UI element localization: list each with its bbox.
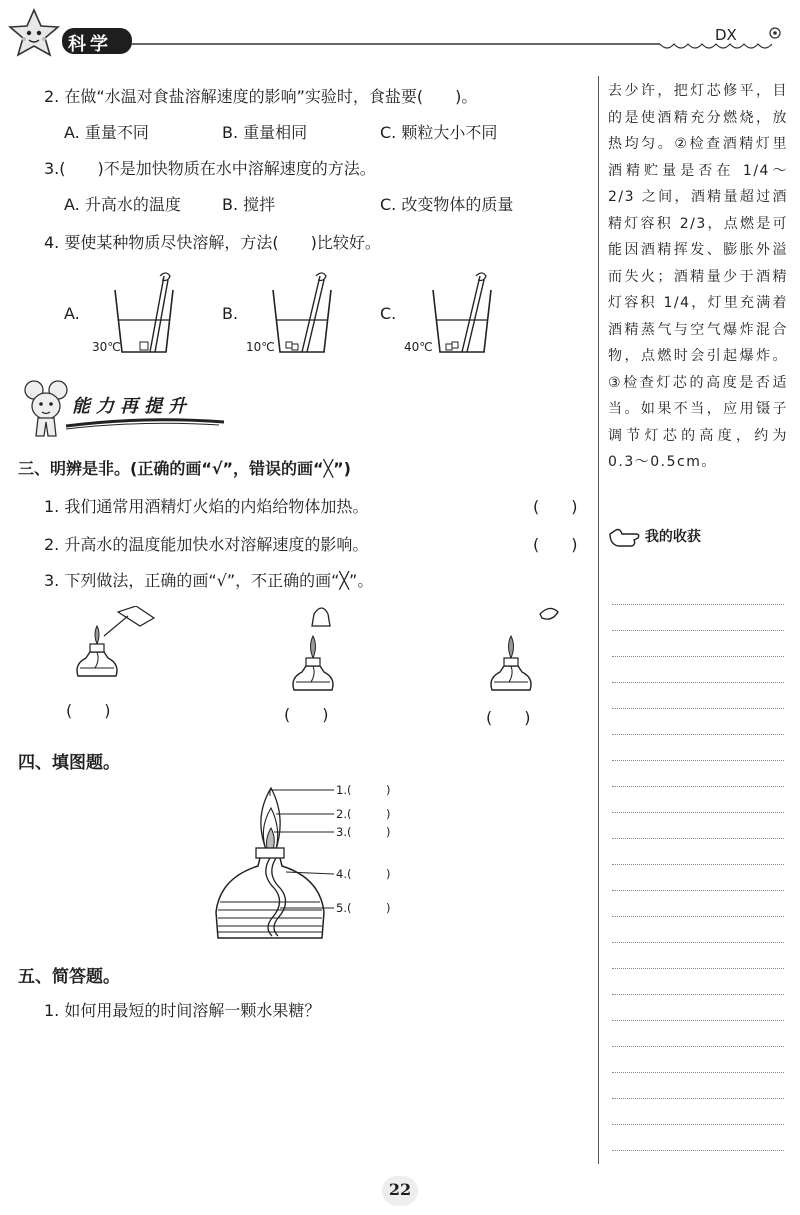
section-3-item-2: 2. 升高水的温度能加快水对溶解速度的影响。 xyxy=(44,535,369,554)
question-2-option-c[interactable]: C. 颗粒大小不同 xyxy=(380,123,498,142)
section-4-heading: 四、填图题。 xyxy=(18,753,120,773)
question-3-stem: 3.( )不是加快物质在水中溶解速度的方法。 xyxy=(44,159,376,178)
header-decoration xyxy=(0,0,800,66)
lamp-lighting-from-lamp-figure xyxy=(64,606,164,696)
lamp-label-2[interactable]: 2.( ) xyxy=(336,807,391,821)
answer-blank[interactable]: ( ) xyxy=(533,535,578,554)
section-3-heading: 三、明辨是非。(正确的画“√”，错误的画“╳”) xyxy=(18,459,351,478)
section-5-heading: 五、简答题。 xyxy=(18,967,120,987)
question-3-option-b[interactable]: B. 搅拌 xyxy=(222,195,276,214)
question-4-option-b[interactable]: B. xyxy=(222,304,239,323)
column-divider xyxy=(598,76,599,1164)
answer-blank[interactable]: ( ) xyxy=(66,701,111,720)
answer-blank[interactable]: ( ) xyxy=(533,497,578,516)
star-mascot-icon xyxy=(10,10,58,55)
question-2-option-b[interactable]: B. 重量相同 xyxy=(222,123,308,142)
answer-blank[interactable]: ( ) xyxy=(284,705,329,724)
lamp-label-4[interactable]: 4.( ) xyxy=(336,867,391,881)
beaker-b-temperature: 10℃ xyxy=(246,340,275,354)
lamp-cap-upright-figure xyxy=(280,604,360,696)
mouse-mascot-icon xyxy=(25,381,67,436)
page-number: 22 xyxy=(388,1180,412,1199)
harvest-heading xyxy=(606,526,701,548)
alcohol-lamp-diagram xyxy=(210,782,430,952)
section-5-item-1: 1. 如何用最短的时间溶解一颗水果糖？ xyxy=(44,1001,321,1020)
edition-label: DX xyxy=(715,26,737,44)
lamp-label-3[interactable]: 3.( ) xyxy=(336,825,391,839)
question-3-option-a[interactable]: A. 升高水的温度 xyxy=(64,195,181,214)
question-4-option-a[interactable]: A. xyxy=(64,304,80,323)
question-4-stem: 4. 要使某种物质尽快溶解，方法( )比较好。 xyxy=(44,233,381,252)
pointing-hand-icon xyxy=(606,526,640,548)
section-3-item-1: 1. 我们通常用酒精灯火焰的内焰给物体加热。 xyxy=(44,497,369,516)
lamp-label-5[interactable]: 5.( ) xyxy=(336,901,391,915)
subject-title: 科学 xyxy=(68,34,112,55)
beaker-a-temperature: 30℃ xyxy=(92,340,121,354)
question-2-stem: 2. 在做“水温对食盐溶解速度的影响”实验时，食盐要( )。 xyxy=(44,87,478,106)
beaker-c-temperature: 40℃ xyxy=(404,340,433,354)
harvest-title: 我的收获 xyxy=(644,529,701,545)
lamp-label-1[interactable]: 1.( ) xyxy=(336,783,391,797)
section-3-item-3: 3. 下列做法，正确的画“√”，不正确的画“╳”。 xyxy=(44,571,374,590)
answer-blank[interactable]: ( ) xyxy=(486,708,531,727)
lamp-blowing-figure xyxy=(478,604,568,696)
question-2-option-a[interactable]: A. 重量不同 xyxy=(64,123,149,142)
sidebar-note: 去少许，把灯芯修平，目的是使酒精充分燃烧，放热均匀。②检查酒精灯里酒精贮量是否在 1/4～2/3 之间，酒精量超过酒精灯容积 2/3，点燃是可能因酒精挥发、膨胀外溢而失火；酒精量少于酒精灯容积 1/4，灯里充满着酒精蒸气与空气爆炸混合物，点燃时会引起爆炸。③检查灯芯的高度是否适当。如果不当，应用镊子调节灯芯的高度，约为 0.3～0.5cm。 xyxy=(608,83,788,470)
question-3-option-c[interactable]: C. 改变物体的质量 xyxy=(380,195,514,214)
banner-title: 能力再提升 xyxy=(72,396,192,417)
question-4-option-c[interactable]: C. xyxy=(380,304,397,323)
